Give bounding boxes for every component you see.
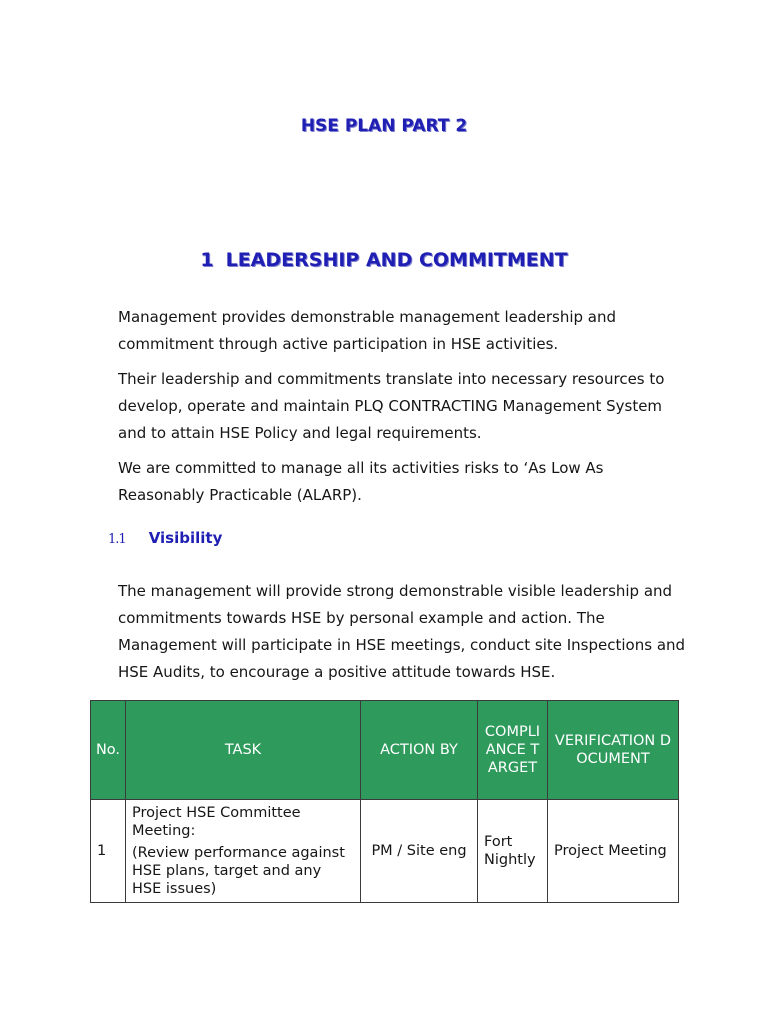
cell-task: [126, 800, 361, 903]
task-title: Project HSE Committee Meeting:: [132, 805, 301, 839]
cell-no: 1: [91, 800, 126, 903]
subsection-number: 1.1: [108, 532, 126, 547]
table-header-row: [91, 701, 679, 800]
column-header-no: No.: [91, 701, 126, 800]
column-header-verification-document: VERIFICATION DOCUMENT: [548, 701, 679, 800]
column-header-action-by: ACTION BY: [361, 701, 478, 800]
column-header-task: TASK: [126, 701, 361, 800]
cell-action-by: PM / Site eng: [361, 800, 478, 903]
table-row: [91, 800, 679, 903]
paragraph: The management will provide strong demonstrable visible leadership and commitments towards HSE by personal example and action. The Management will participate in HSE meetings, conduct site Inspections and HSE Audits, to encourage a positive attitude towards HSE.: [118, 582, 686, 681]
section-number: 1: [200, 249, 214, 271]
section-heading: [0, 249, 768, 271]
subsection-heading: [108, 529, 222, 547]
subsection-body: [118, 578, 688, 694]
cell-verification-document: Project Meeting: [548, 800, 679, 903]
section-title: LEADERSHIP AND COMMITMENT: [225, 249, 568, 271]
paragraph: We are committed to manage all its activities risks to ‘As Low As Reasonably Practicable (ALARP).: [118, 459, 604, 504]
subsection-title: Visibility: [148, 529, 223, 547]
section-body: [118, 304, 688, 517]
paragraph: Management provides demonstrable management leadership and commitment through active participation in HSE activities.: [118, 308, 617, 353]
paragraph: Their leadership and commitments translate into necessary resources to develop, operate and maintain PLQ CONTRACTING Management System and to attain HSE Policy and legal requirements.: [118, 370, 665, 442]
column-header-compliance-target: COMPLIANCE TARGET: [478, 701, 548, 800]
document-title: HSE PLAN PART 2: [300, 116, 468, 136]
hse-task-table: [90, 700, 679, 903]
task-detail: (Review performance against HSE plans, target and any HSE issues): [132, 845, 345, 897]
cell-compliance-target: Fort Nightly: [478, 800, 548, 903]
